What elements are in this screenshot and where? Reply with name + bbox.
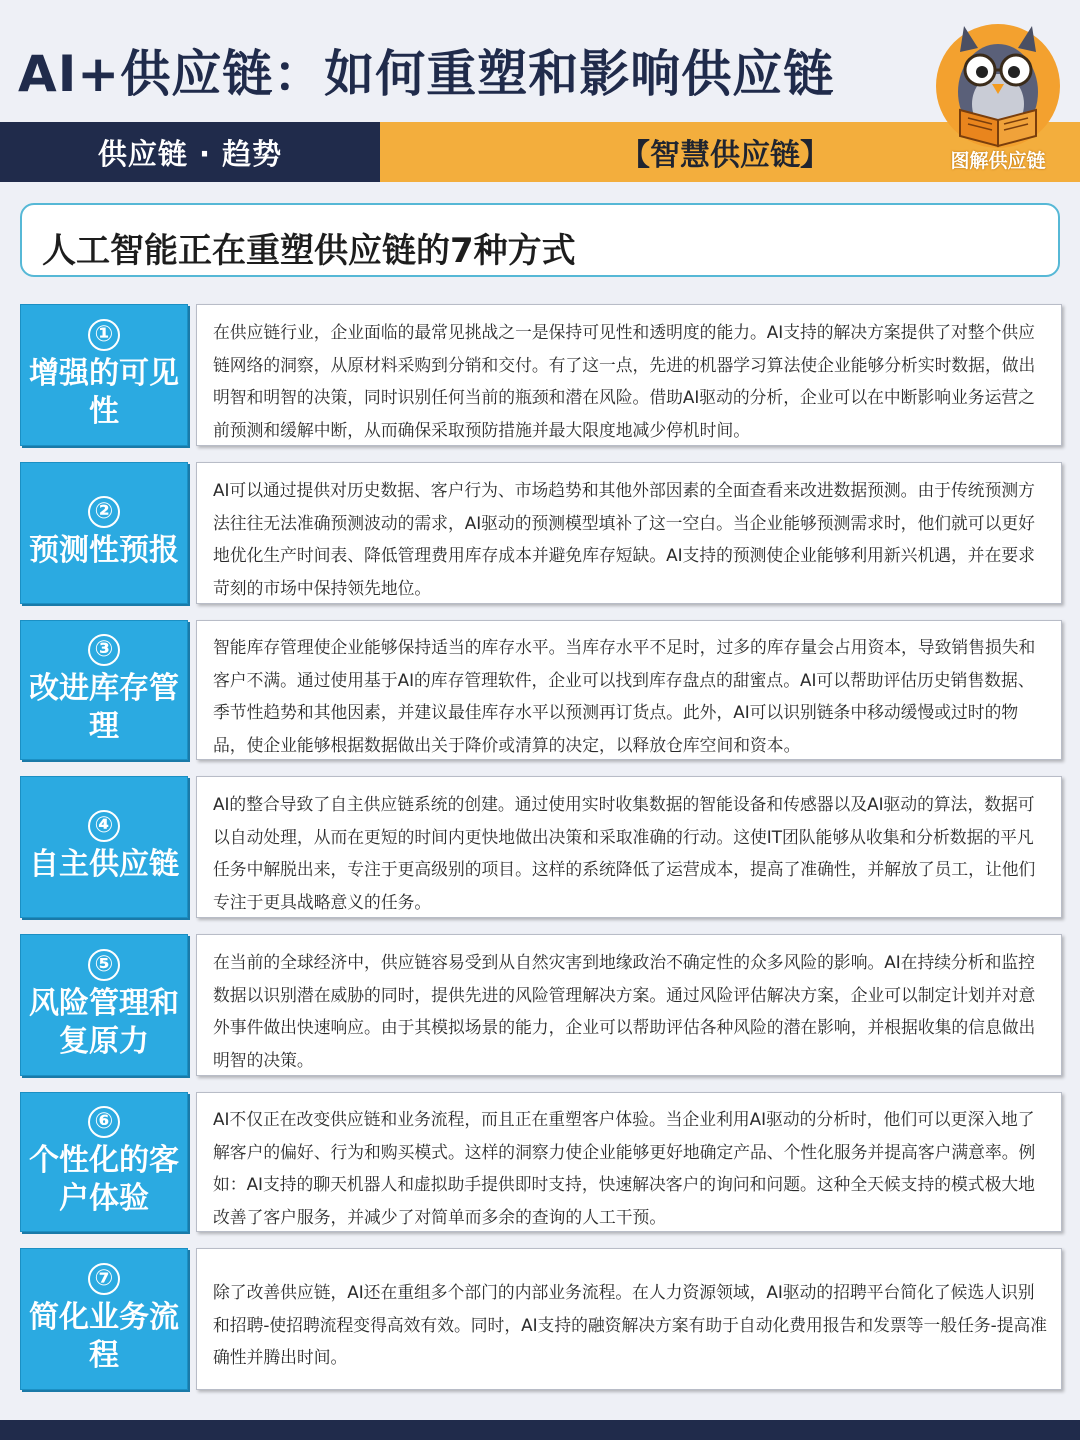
footer-bar	[0, 1420, 1080, 1440]
brand-logo	[934, 14, 1062, 180]
item-label-box	[20, 1092, 188, 1232]
item-number: ④	[88, 810, 120, 842]
headline-box	[20, 203, 1060, 277]
item-description: AI不仅正在改变供应链和业务流程，而且正在重塑客户体验。当企业利用AI驱动的分析时，他们可以更深入地了解客户的偏好、行为和购买模式。这样的洞察力使企业能够更好地确定产品、个性化服务并提高客户满意率。例如：AI支持的聊天机器人和虚拟助手提供即时支持，快速解决客户的询问和问题。这种全天候支持的模式极大地改善了客户服务，并减少了对简单而多余的查询的人工干预。	[196, 1092, 1062, 1232]
item-label: 改进库存管理	[29, 671, 179, 744]
item-number: ⑥	[88, 1106, 120, 1138]
item-description: AI可以通过提供对历史数据、客户行为、市场趋势和其他外部因素的全面查看来改进数据预测。由于传统预测方法往往无法准确预测波动的需求，AI驱动的预测模型填补了这一空白。当企业能够预测需求时，他们就可以更好地优化生产时间表、降低管理费用库存成本并避免库存短缺。AI支持的预测使企业能够利用新兴机遇，并在要求苛刻的市场中保持领先地位。	[196, 462, 1062, 604]
item-label: 简化业务流程	[29, 1300, 179, 1373]
item-label: 风险管理和复原力	[29, 986, 179, 1059]
item-label-box	[20, 776, 188, 918]
logo-text: 图解供应链	[950, 150, 1046, 172]
headline: 人工智能正在重塑供应链的7种方式	[42, 231, 576, 271]
item-label: 自主供应链	[29, 847, 179, 882]
item-number: ①	[88, 319, 120, 351]
item-description: 在供应链行业，企业面临的最常见挑战之一是保持可见性和透明度的能力。AI支持的解决方案提供了对整个供应链网络的洞察，从原材料采购到分销和交付。有了这一点，先进的机器学习算法使企业能够分析实时数据，做出明智和明智的决策，同时识别任何当前的瓶颈和潜在风险。借助AI驱动的分析，企业可以在中断影响业务运营之前预测和缓解中断，从而确保采取预防措施并最大限度地减少停机时间。	[196, 304, 1062, 446]
item-number: ⑦	[88, 1263, 120, 1295]
item-label-box	[20, 462, 188, 604]
item-description: AI的整合导致了自主供应链系统的创建。通过使用实时收集数据的智能设备和传感器以及AI驱动的算法，数据可以自动处理，从而在更短的时间内更快地做出决策和采取准确的行动。这使IT团队能够从收集和分析数据的平凡任务中解脱出来，专注于更高级别的项目。这样的系统降低了运营成本，提高了准确性，并解放了员工，让他们专注于更具战略意义的任务。	[196, 776, 1062, 918]
item-label-box	[20, 304, 188, 446]
item-label-box	[20, 620, 188, 760]
title-bar	[0, 0, 1080, 122]
item-label-box	[20, 934, 188, 1076]
page-title: AI+供应链：如何重塑和影响供应链	[18, 45, 835, 103]
item-description: 在当前的全球经济中，供应链容易受到从自然灾害到地缘政治不确定性的众多风险的影响。AI在持续分析和监控数据以识别潜在威胁的同时，提供先进的风险管理解决方案。通过风险评估解决方案，企业可以制定计划并对意外事件做出快速响应。由于其模拟场景的能力，企业可以帮助评估各种风险的潜在影响，并根据收集的信息做出明智的决策。	[196, 934, 1062, 1076]
item-label-box	[20, 1248, 188, 1390]
item-number: ②	[88, 496, 120, 528]
owl-reading-book-icon	[934, 14, 1062, 154]
item-number: ⑤	[88, 949, 120, 981]
item-label: 增强的可见性	[29, 356, 179, 429]
item-label: 个性化的客户体验	[29, 1143, 179, 1216]
item-description: 智能库存管理使企业能够保持适当的库存水平。当库存水平不足时，过多的库存量会占用资本，导致销售损失和客户不满。通过使用基于AI的库存管理软件，企业可以找到库存盘点的甜蜜点。AI可以帮助评估历史销售数据、季节性趋势和其他因素，并建议最佳库存水平以预测再订货点。此外，AI可以识别链条中移动缓慢或过时的物品，使企业能够根据数据做出关于降价或清算的决定，以释放仓库空间和资本。	[196, 620, 1062, 760]
item-number: ③	[88, 634, 120, 666]
category-label: 供应链 · 趋势	[0, 122, 380, 182]
sub-bar	[0, 122, 1080, 182]
column-label: 【智慧供应链】	[380, 122, 1080, 182]
item-label: 预测性预报	[29, 533, 179, 568]
item-description: 除了改善供应链，AI还在重组多个部门的内部业务流程。在人力资源领域，AI驱动的招聘平台简化了候选人识别和招聘-使招聘流程变得高效有效。同时，AI支持的融资解决方案有助于自动化费用报告和发票等一般任务-提高准确性并腾出时间。	[196, 1248, 1062, 1390]
